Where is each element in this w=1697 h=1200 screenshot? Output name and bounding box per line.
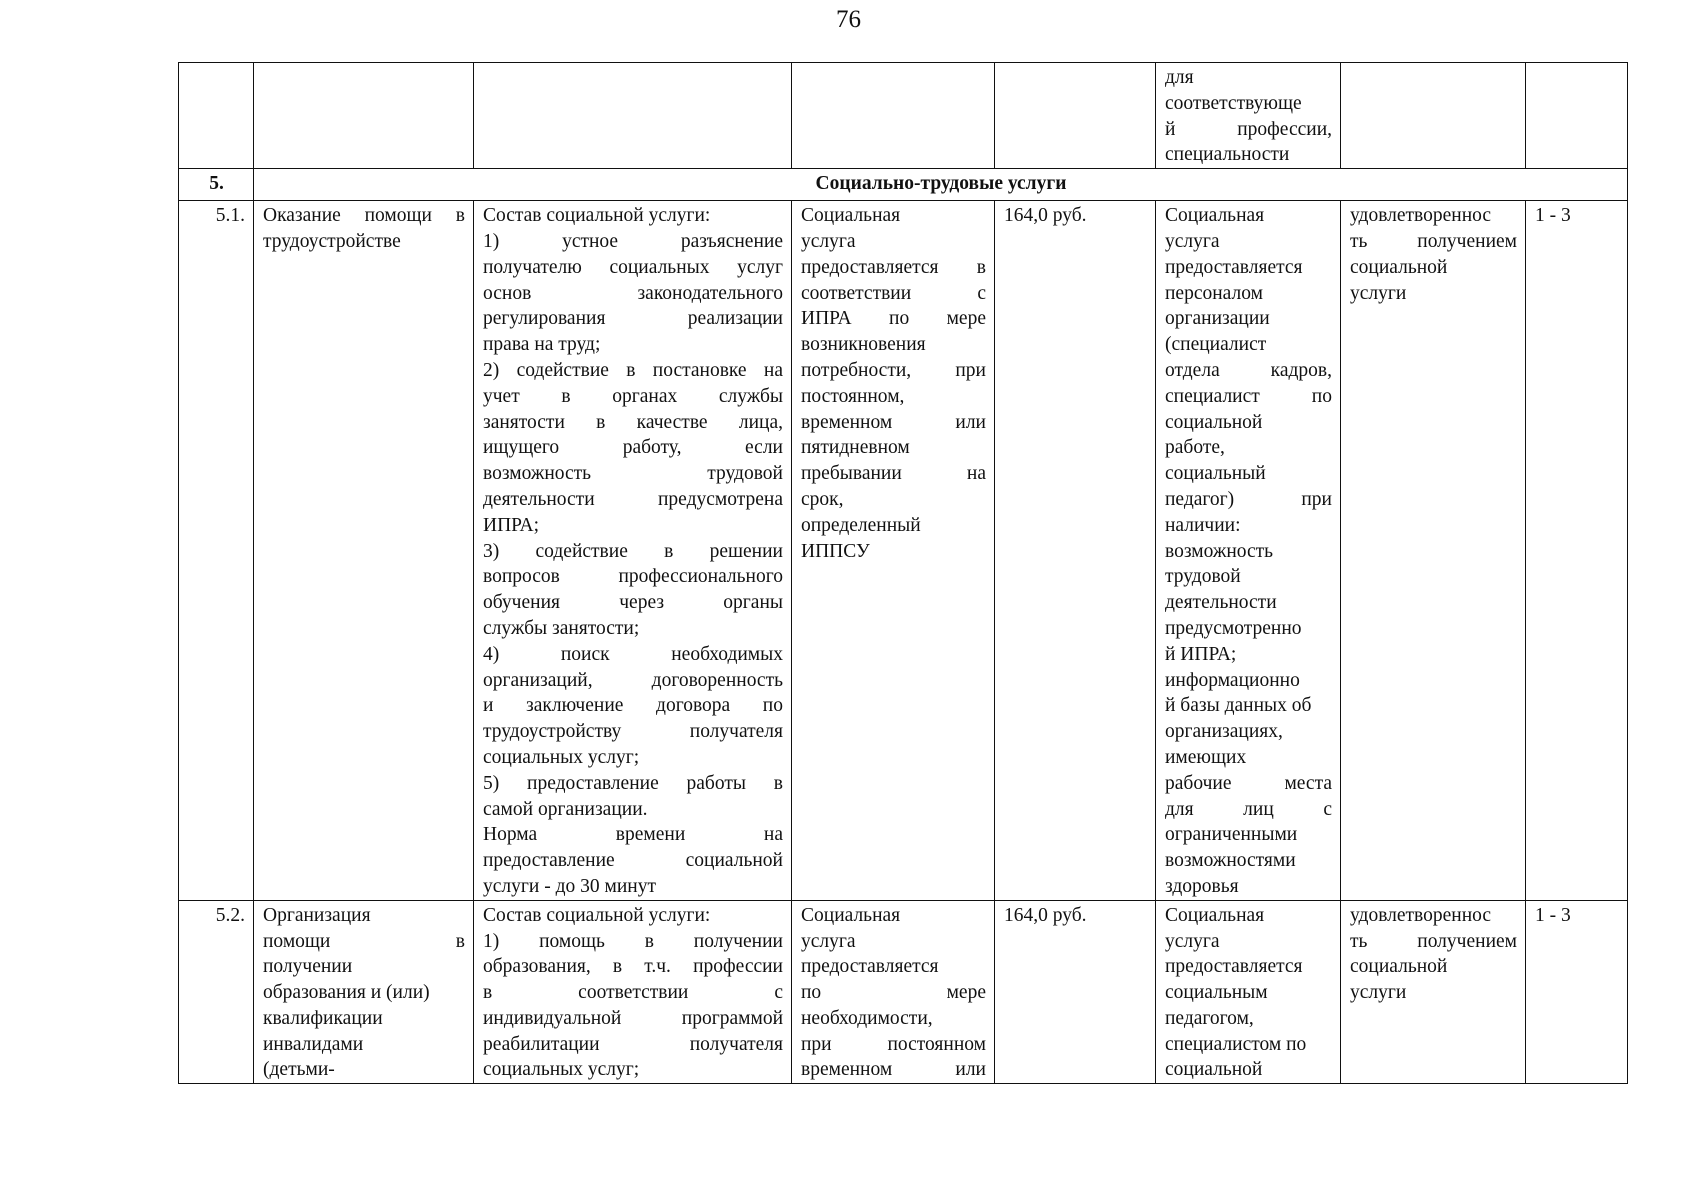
text-line: вопросов профессионального: [483, 566, 783, 588]
indicators-cell: [1341, 201, 1526, 901]
period-cell: 1 - 3: [1526, 201, 1628, 901]
text-line: реабилитации получателя: [483, 1033, 783, 1055]
service-name-cell: [254, 900, 474, 1084]
text-line: 5) предоставление работы в: [483, 772, 783, 794]
indicators-cell: [1341, 900, 1526, 1084]
text-line: услуга: [801, 930, 856, 952]
text-line: услуга: [801, 230, 856, 252]
text-line: предоставление социальной: [483, 850, 783, 872]
text-line: в соответствии с: [483, 982, 783, 1004]
text-line: педагог) при: [1165, 488, 1332, 510]
text-line: отдела кадров,: [1165, 359, 1332, 381]
text-line: Состав социальной услуги:: [483, 904, 711, 926]
text-line: специалист по: [1165, 385, 1332, 407]
section-number: 5.: [179, 169, 254, 201]
text-line: социальной: [1350, 256, 1448, 278]
text-line: организациях,: [1165, 721, 1283, 743]
row-number: 5.1.: [179, 201, 254, 901]
text-line: информационно: [1165, 669, 1300, 691]
text-line: необходимости,: [801, 1007, 933, 1029]
text-line: возможность трудовой: [483, 463, 783, 485]
text-line: 3) содействие в решении: [483, 540, 783, 562]
text-line: работе,: [1165, 437, 1225, 459]
text-line: социальной: [1350, 956, 1448, 978]
text-line: педагогом,: [1165, 1007, 1254, 1029]
text-line: ищущего работу, если: [483, 437, 783, 459]
text-line: инвалидами: [263, 1033, 364, 1055]
text-line: квалификации: [263, 1007, 383, 1029]
text-line: социальной: [1165, 411, 1263, 433]
text-line: возможность: [1165, 540, 1274, 562]
section-header-row: [179, 169, 1628, 201]
cell-composition: [474, 63, 792, 169]
text-line: удовлетвореннос: [1350, 205, 1492, 227]
text-line: определенный: [801, 514, 921, 536]
service-schedule-cell: [792, 201, 995, 901]
text-line: наличии:: [1165, 514, 1241, 536]
text-line: имеющих: [1165, 746, 1247, 768]
text-line: Социальная: [801, 904, 901, 926]
text-line: рабочие места: [1165, 772, 1332, 794]
text-line: пятидневном: [801, 437, 910, 459]
text-line: (специалист: [1165, 334, 1267, 356]
text-line: социальных услуг;: [483, 746, 640, 768]
text-line: здоровья: [1165, 875, 1239, 897]
text-line: услуги - до 30 минут: [483, 875, 656, 897]
text-line: социальной: [1165, 1059, 1263, 1081]
text-line: ИППСУ: [801, 540, 870, 562]
services-table: [178, 62, 1628, 1084]
text-line: и заключение договора по: [483, 695, 783, 717]
text-line: соответствующе: [1165, 92, 1302, 114]
text-line: услуга: [1165, 930, 1220, 952]
text-line: временном или: [801, 411, 986, 433]
text-line: организаций, договоренность: [483, 669, 783, 691]
text-line: Социальная: [801, 205, 901, 227]
text-line: предоставляется: [801, 956, 939, 978]
row-number: 5.2.: [179, 900, 254, 1084]
cell-number: [179, 63, 254, 169]
text-line: занятости в качестве лица,: [483, 411, 783, 433]
text-line: трудоустройстве: [263, 230, 401, 252]
service-name-cell: [254, 201, 474, 901]
text-line: ть получением: [1350, 230, 1517, 252]
text-line: предоставляется: [1165, 256, 1303, 278]
text-line: ИПРА по мере: [801, 308, 986, 330]
page-number: 76: [836, 6, 861, 33]
text-line: Социальная: [1165, 904, 1265, 926]
text-line: получателю социальных услуг: [483, 256, 783, 278]
cell-conditions: [1156, 63, 1341, 169]
text-line: при постоянном: [801, 1033, 986, 1055]
text-line: услуги: [1350, 982, 1407, 1004]
text-line: социальный: [1165, 463, 1266, 485]
text-line: специалистом по: [1165, 1033, 1307, 1055]
text-line: предусмотренно: [1165, 617, 1302, 639]
text-line: учет в органах службы: [483, 385, 783, 407]
cell-schedule: [792, 63, 995, 169]
text-line: услуга: [1165, 230, 1220, 252]
text-line: предоставляется: [1165, 956, 1303, 978]
conditions-cell: [1156, 201, 1341, 901]
cell-indicators: [1341, 63, 1526, 169]
text-line: срок,: [801, 488, 844, 510]
text-line: деятельности предусмотрена: [483, 488, 783, 510]
text-line: помощи в: [263, 930, 465, 952]
text-line: й ИПРА;: [1165, 643, 1237, 665]
service-composition-cell: [474, 201, 792, 901]
text-line: возникновения: [801, 334, 926, 356]
text-line: службы занятости;: [483, 617, 640, 639]
text-line: образования, в т.ч. профессии: [483, 956, 783, 978]
table-row: [179, 201, 1628, 901]
text-line: организации: [1165, 308, 1270, 330]
period-cell: 1 - 3: [1526, 900, 1628, 1084]
text-line: по мере: [801, 982, 986, 1004]
service-composition-cell: [474, 900, 792, 1084]
text-line: регулирования реализации: [483, 308, 783, 330]
text-line: ИПРА;: [483, 514, 540, 536]
text-line: (детьми-: [263, 1059, 335, 1081]
text-line: 4) поиск необходимых: [483, 643, 783, 665]
text-line: Оказание помощи в: [263, 205, 465, 227]
text-line: й базы данных об: [1165, 695, 1312, 717]
text-line: деятельности: [1165, 592, 1277, 614]
text-line: самой организации.: [483, 798, 648, 820]
text-line: Норма времени на: [483, 824, 783, 846]
text-line: специальности: [1165, 144, 1290, 166]
table-row: [179, 900, 1628, 1084]
text-line: Состав социальной услуги:: [483, 205, 711, 227]
tariff-cell: 164,0 руб.: [995, 201, 1156, 901]
cell-period: [1526, 63, 1628, 169]
tariff-cell: 164,0 руб.: [995, 900, 1156, 1084]
text-line: трудовой: [1165, 566, 1241, 588]
text-line: 1) помощь в получении: [483, 930, 783, 952]
text-line: социальным: [1165, 982, 1268, 1004]
text-line: права на труд;: [483, 334, 601, 356]
cell-name: [254, 63, 474, 169]
text-line: получении: [263, 956, 353, 978]
conditions-cell: [1156, 900, 1341, 1084]
text-line: предоставляется в: [801, 256, 986, 278]
text-line: 1) устное разъяснение: [483, 230, 783, 252]
text-line: возможностями: [1165, 850, 1296, 872]
text-line: услуги: [1350, 282, 1407, 304]
text-line: образования и (или): [263, 982, 430, 1004]
text-line: основ законодательного: [483, 282, 783, 304]
section-title: Социально-трудовые услуги: [254, 169, 1628, 201]
text-line: потребности, при: [801, 359, 986, 381]
text-line: для: [1165, 67, 1194, 88]
text-line: 2) содействие в постановке на: [483, 359, 783, 381]
text-line: трудоустройству получателя: [483, 721, 783, 743]
text-line: ть получением: [1350, 930, 1517, 952]
cell-tariff: [995, 63, 1156, 169]
text-line: пребывании на: [801, 463, 986, 485]
text-line: персоналом: [1165, 282, 1263, 304]
text-line: соответствии с: [801, 282, 986, 304]
text-line: временном или: [801, 1059, 986, 1081]
text-line: Организация: [263, 904, 371, 926]
text-line: обучения через органы: [483, 592, 783, 614]
text-line: й профессии,: [1165, 118, 1332, 140]
text-line: постоянном,: [801, 385, 905, 407]
text-line: для лиц с: [1165, 798, 1332, 820]
text-line: Социальная: [1165, 205, 1265, 227]
continuation-row: [179, 63, 1628, 169]
service-schedule-cell: [792, 900, 995, 1084]
text-line: индивидуальной программой: [483, 1007, 783, 1029]
text-line: социальных услуг;: [483, 1059, 640, 1081]
text-line: ограниченными: [1165, 824, 1298, 846]
text-line: удовлетвореннос: [1350, 904, 1492, 926]
